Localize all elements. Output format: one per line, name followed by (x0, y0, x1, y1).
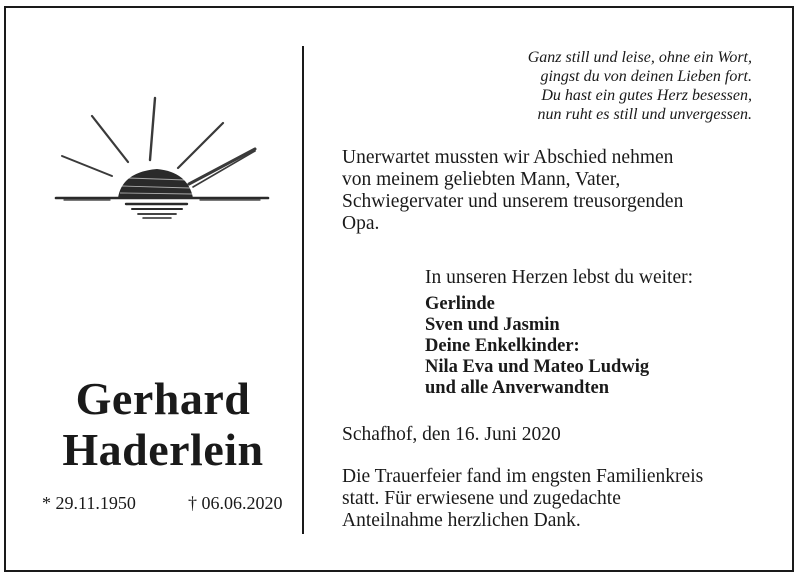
remembrance-line: In unseren Herzen lebst du weiter: (425, 267, 694, 288)
service-line: statt. Für erwiesene und zugedachte (342, 488, 621, 509)
poem-line: Ganz still und leise, ohne ein Wort, (527, 49, 752, 66)
mourner-name: Deine Enkelkinder: (425, 336, 580, 356)
death-date: † 06.06.2020 (188, 493, 283, 513)
mourner-name: und alle Anverwandten (425, 378, 610, 398)
announcement-line: Opa. (342, 213, 380, 234)
announcement-text (342, 147, 683, 235)
mourners-list (425, 294, 649, 399)
mourner-name: Sven und Jasmin (425, 315, 560, 335)
mourner-name: Nila Eva und Mateo Ludwig (425, 357, 650, 377)
poem (420, 48, 752, 124)
service-notice (342, 466, 703, 532)
poem-line: nun ruht es still und unvergessen. (537, 106, 752, 123)
announcement-line: von meinem geliebten Mann, Vater, (342, 169, 621, 190)
setting-sun-icon (50, 92, 275, 227)
announcement-line: Schwiegervater und unserem treusorgenden (342, 191, 684, 212)
deceased-first-name: Gerhard (75, 373, 251, 424)
place-and-date: Schafhof, den 16. Juni 2020 (342, 424, 561, 445)
vertical-divider (302, 46, 304, 534)
birth-date: * 29.11.1950 (42, 493, 136, 513)
poem-line: gingst du von deinen Lieben fort. (540, 68, 752, 85)
service-line: Die Trauerfeier fand im engsten Familienkreis (342, 466, 704, 487)
announcement-line: Unerwartet mussten wir Abschied nehmen (342, 147, 674, 168)
poem-line: Du hast ein gutes Herz besessen, (541, 87, 752, 104)
deceased-last-name: Haderlein (62, 424, 264, 475)
service-line: Anteilnahme herzlichen Dank. (342, 510, 581, 531)
mourner-name: Gerlinde (425, 294, 495, 314)
